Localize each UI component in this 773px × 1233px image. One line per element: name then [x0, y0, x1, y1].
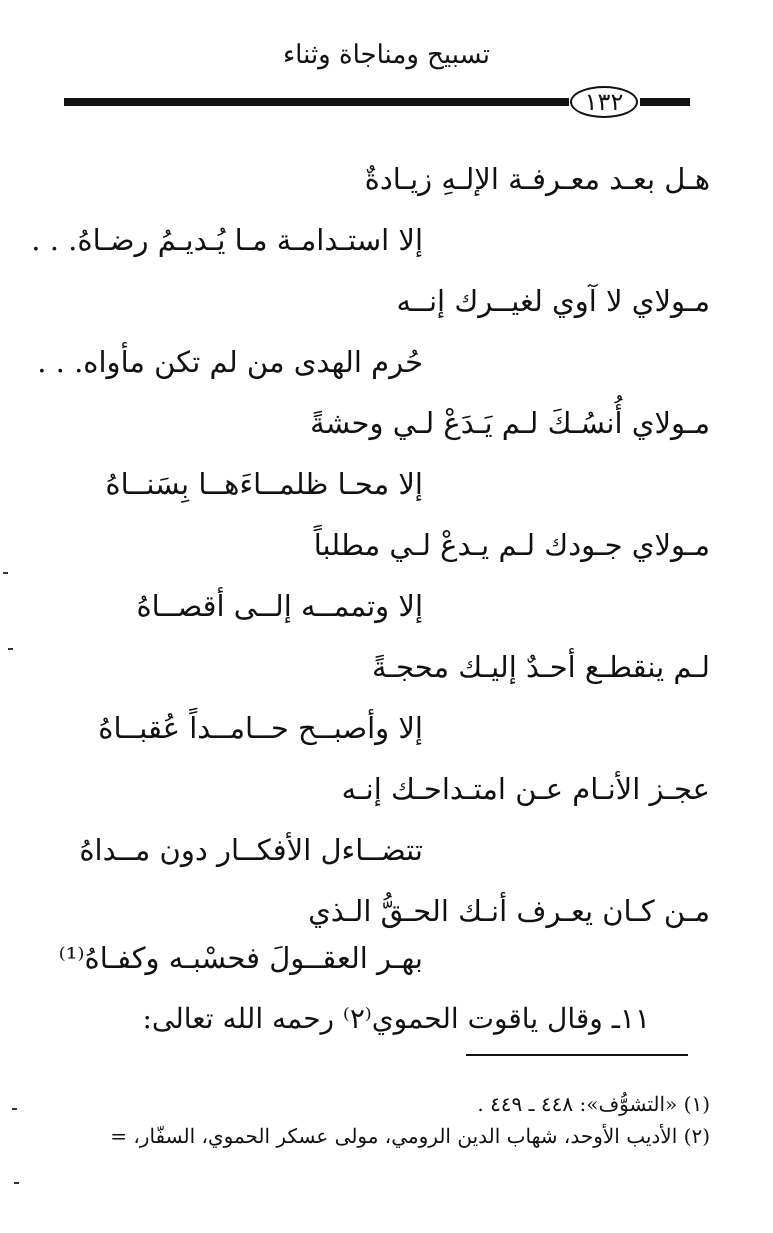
verse-3-first-hemistich: مـولاي أُنسُـكَ لـم يَـدَعْ لـي وحشةً: [310, 406, 710, 440]
verse-1-first-hemistich: هـل بعـد معـرفـة الإلـهِ زيـادةٌ: [364, 162, 710, 196]
scan-margin-mark: [14, 1182, 19, 1184]
verse-7-second-hemistich: بهـر العقــولَ فحسْبـه وكفـاهُ⁽¹⁾: [58, 941, 423, 975]
verse-6-second-hemistich: تتضــاءل الأفكــار دون مــداهُ: [79, 833, 423, 867]
verse-7-first-hemistich: مـن كـان يعـرف أنـك الحـقُّ الـذي: [308, 894, 710, 928]
verse-4-second-hemistich: إلا وتممــه إلــى أقصــاهُ: [136, 589, 423, 623]
verse-1-second-hemistich: إلا استـدامـة مـا يُـديـمُ رضـاهُ. . .: [31, 223, 423, 257]
verse-2-second-hemistich: حُرم الهدى من لم تكن مأواه. . .: [37, 345, 423, 379]
verse-3-second-hemistich: إلا محـا ظلمــاءَهــا بِسَنــاهُ: [105, 467, 423, 501]
running-title: تسبيح ومناجاة وثناء: [282, 40, 491, 70]
scan-margin-mark: [12, 1108, 17, 1110]
scan-margin-mark: [3, 572, 8, 574]
verse-4-first-hemistich: مـولاي جـودك لـم يـدعْ لـي مطلباً: [313, 528, 710, 562]
page-number: ١٣٢: [570, 86, 638, 118]
scan-margin-mark: [8, 648, 13, 650]
footnote-2: (٢) الأديب الأوحد، شهاب الدين الرومي، مولى عسكر الحموي، السفّار، =: [110, 1124, 710, 1148]
verse-2-first-hemistich: مـولاي لا آوي لغيــرك إنــه: [396, 284, 710, 318]
section-heading: ١١ـ وقال ياقوت الحموي⁽٢⁾ رحمه الله تعالى:: [142, 1002, 650, 1035]
verse-6-first-hemistich: عجـز الأنـام عـن امتـداحـك إنـه: [341, 772, 710, 806]
header-rule-left: [64, 98, 569, 106]
verse-5-second-hemistich: إلا وأصبــح حــامــداً عُقبــاهُ: [98, 711, 423, 745]
header-rule-right: [640, 98, 690, 106]
footnote-separator: [466, 1054, 688, 1056]
verse-5-first-hemistich: لـم ينقطـع أحـدٌ إليـك محجـةً: [371, 650, 710, 684]
footnote-1: (١) «التشوُّف»: ٤٤٨ ـ ٤٤٩ .: [477, 1092, 710, 1116]
